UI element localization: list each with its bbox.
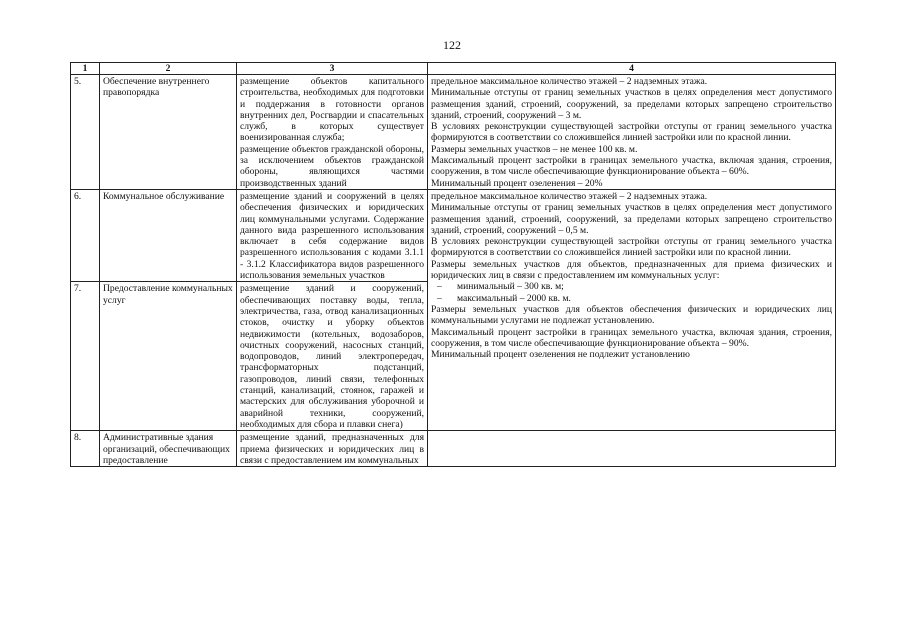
use-type-name: Административные здания организаций, обеспечивающих предоставление xyxy=(100,431,237,467)
parameter-paragraph: Минимальный процент озеленения не подлежит установлению xyxy=(431,349,690,361)
description-paragraph: размещение объектов гражданской обороны, за исключением объектов гражданской обороны, являющихся частями производственных зданий xyxy=(240,143,424,189)
parameter-paragraph: Минимальный процент озеленения – 20% xyxy=(431,177,603,189)
row-number: 7. xyxy=(71,282,100,431)
parameter-paragraph: В условиях реконструкции существующей застройки отступы от границ земельного участка формируются в соответствии со сложившейся линией застройки или по красной линии. xyxy=(431,236,832,259)
page-number: 122 xyxy=(443,38,461,52)
table-row xyxy=(71,431,836,467)
use-description xyxy=(237,431,428,467)
use-parameters xyxy=(428,75,836,190)
parameter-paragraph: Максимальный процент застройки в границах земельного участка, включая здания, строения, сооружения, в том числе обеспечивающие функционирование объекта – 90%. xyxy=(431,326,832,349)
parameter-paragraph: Размеры земельных участков для объектов, предназначенных для приема физических и юридических лиц в связи с предоставлением им коммунальных услуг: xyxy=(431,258,832,282)
parameter-paragraph: Размеры земельных участков для объектов обеспечения физических и юридических лиц коммунальными услугами не подлежат установлению. xyxy=(431,303,832,327)
use-description xyxy=(237,282,428,431)
parameter-paragraph: Максимальный процент застройки в границах земельного участка, включая здания, строения, сооружения, в том числе обеспечивающие функционирование объекта – 60%. xyxy=(431,155,832,178)
row-number: 5. xyxy=(71,75,100,190)
list-item: – максимальный – 2000 кв. м. xyxy=(431,293,832,304)
use-type-name: Коммунальное обслуживание xyxy=(100,189,237,281)
parameter-paragraph: Минимальные отступы от границ земельных участков в целях определения мест допустимого размещения зданий, строений, сооружений, за пределами которых запрещено строительство зданий, строений, сооружений – 0,5 м. xyxy=(431,202,832,236)
description-paragraph: размещение объектов капитального строительства, необходимых для подготовки и поддержания в готовности органов внутренних дел, Росгвардии и спасательных служб, в которых существует военизированная служба; xyxy=(240,76,424,144)
header-col-1: 1 xyxy=(71,63,100,75)
description-paragraph: размещение зданий и сооружений в целях обеспечения физических и юридических лиц коммунальными услугами. Содержание данного вида разрешенного использования включает в себя содержание видов разрешенного использования с кодами 3.1.1 - 3.1.2 Классификатора видов разрешенного использования земельных участков xyxy=(240,190,424,282)
table-row xyxy=(71,75,836,190)
use-description xyxy=(237,75,428,190)
parameter-paragraph: В условиях реконструкции существующей застройки отступы от границ земельного участка формируются в соответствии со сложившейся линией застройки или по красной линии. xyxy=(431,121,832,144)
use-parameters xyxy=(428,189,836,430)
header-col-4: 4 xyxy=(428,63,836,75)
row-number: 8. xyxy=(71,431,100,467)
header-col-2: 2 xyxy=(100,63,237,75)
zoning-table xyxy=(70,62,836,467)
use-type-name: Обеспечение внутреннего правопорядка xyxy=(100,75,237,190)
parameter-paragraph: Минимальные отступы от границ земельных участков в целях определения мест допустимого размещения зданий, строений, сооружений, за пределами которых запрещено строительство зданий, строений, сооружений – 3 м. xyxy=(431,87,832,121)
description-paragraph: размещение зданий, предназначенных для приема физических и юридических лиц в связи с предоставлением им коммунальных xyxy=(240,432,424,466)
header-col-3: 3 xyxy=(237,63,428,75)
header-row xyxy=(71,63,836,75)
use-type-name: Предоставление коммунальных услуг xyxy=(100,282,237,431)
description-paragraph: размещение зданий и сооружений, обеспечивающих поставку воды, тепла, электричества, газа, отвод канализационных стоков, очистку и уборку объектов недвижимости (котельных, водозаборов, очистных сооружений, насосных станций, водопроводов, линий электропередач, трансформаторных подстанций, газопроводов, линий связи, телефонных станций, канализаций, стоянок, гаражей и мастерских для обслуживания уборочной и аварийной техники, сооружений, необходимых для сбора и плавки снега) xyxy=(240,283,424,430)
parameter-paragraph: Размеры земельных участков – не менее 100 кв. м. xyxy=(431,143,638,155)
table-row xyxy=(71,189,836,281)
row-number: 6. xyxy=(71,189,100,281)
use-parameters xyxy=(428,431,836,467)
list-item: – минимальный – 300 кв. м; xyxy=(431,281,832,292)
use-description xyxy=(237,189,428,281)
parameter-paragraph: предельное максимальное количество этажей – 2 надземных этажа. xyxy=(431,190,708,202)
parameter-paragraph: предельное максимальное количество этажей – 2 надземных этажа. xyxy=(431,76,708,87)
